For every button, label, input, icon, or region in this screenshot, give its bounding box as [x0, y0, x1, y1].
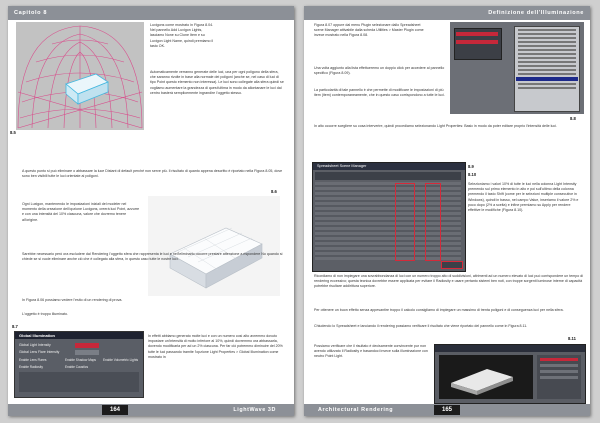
paragraph: A questo punto si può eliminare o abbassare la luce Distant di default perché non serve più. Il risultato di quanto appena descritto è riportato nella Figura 8.05, dove sono ben visibili tutte le luci orientate ai poligoni.	[22, 169, 283, 179]
paragraph: Una volta aggiunto alla lista effettueremo un doppio click per accedere al pannello specifico (Figura 8.09).	[314, 66, 445, 76]
spreadsheet-scene-manager	[312, 162, 466, 272]
dialog-row[interactable]: Global Lens Flare Intensity	[19, 350, 139, 355]
menu-item-highlight[interactable]	[456, 40, 498, 44]
render-options-panel	[537, 355, 581, 399]
render-window	[434, 344, 586, 404]
figure-label: 8.7	[12, 324, 18, 329]
left-page-header: Capitolo 8	[8, 6, 294, 20]
dialog-settings-area	[19, 372, 139, 392]
right-page	[304, 6, 590, 416]
value-column[interactable]	[425, 183, 441, 261]
paragraph: In effetti abbiamo generato molte luci e con un numero così alto avremmo dovuto impostare un'intensità di molto inferiore al 10%, quindi dovremmo ora abbassarla, dovendo modificarla per ad un 2% ciascuna. Per far ciò potremmo diminuire del 20% tutte le luci passando tramite l'opzione Light Properties > Global Illumination come mostrato in	[148, 334, 283, 359]
left-page	[8, 6, 294, 416]
paragraph: Chiudendo lo Spreadsheet e lanciando il rendering possiamo verificare il risultato che viene riportato del pannello come in Figura 8.11.	[314, 324, 528, 328]
figure-label: 8.8	[570, 116, 576, 121]
wireframe-sphere-render	[16, 22, 144, 130]
spreadsheet-toolbar	[315, 172, 461, 180]
paragraph: Luxigons come mostrato in Figura 8.04. Nel pannello Add Luxigon Lights, lasciamo None su Clone Item e su Luxigon Light Name, quindi premiamo il tasto OK.	[150, 23, 214, 48]
right-page-header: Definizione dell'Illuminazione	[304, 6, 590, 20]
dialog-checkbox[interactable]: Enable Lens Flares	[19, 358, 47, 362]
dialog-title-bar: Global Illumination	[15, 332, 143, 339]
render-display	[439, 355, 533, 399]
dialog-checkbox[interactable]: Enable Caustics	[65, 365, 89, 369]
dialog-checkbox[interactable]: Enable Shadow Maps	[65, 358, 97, 362]
paragraph: Automaticamente verranno generate delle luci, una per ogni poligono della sfera, che saranno rivolte in base alla normale dei poligoni (anche se, nel caso di luci di tipo Point questo elemento non interessa). Le luci sono collegate alla sfera quindi se vogliamo aumentare la grandezza di quest'ultima in modo da allontanare le luci dal centro basterà semplicemente ingrandire l'oggetto stesso.	[150, 70, 284, 95]
page-number: 165	[434, 405, 460, 415]
dialog-row[interactable]: Global Light Intensity	[19, 343, 139, 348]
figure-render-test	[148, 196, 280, 296]
figure-label: 8.11	[568, 336, 576, 341]
paragraph: Per ottenere un buon effetto senza appesantire troppo il calcolo consigliamo di impiegare un massimo di trenta poligoni e di conseguenza luci per nella sfera.	[314, 308, 564, 312]
plugin-menu-screenshot	[450, 22, 584, 114]
apply-field[interactable]	[441, 261, 463, 269]
paragraph: Sarebbe necessario però ora escludere dal Rendering l'oggetto sfera che rappresenta le luci e nell'eliminarlo occorre prestare attenzione a rispondere No quando si chiede se si vuole eliminare anche ciò che è collegato alla sfera, in questo caso tutte le nostre luci.	[22, 252, 283, 262]
paragraph: L'oggetto è troppo illuminato.	[22, 312, 69, 316]
figure-label: 8.9	[468, 164, 474, 169]
paragraph: La particolarità di tale pannello è che permette di modificare le impostazioni di più item (item) contemporaneamente, che in questo caso corrispondono a tutte le luci.	[314, 88, 445, 98]
dialog-checkbox[interactable]: Enable Volumetric Lights	[103, 358, 139, 362]
paragraph: In Figura 8.06 possiamo vedere l'esito di un rendering di prova.	[22, 298, 123, 302]
paragraph: Selezioniamo i valori 10% di tutte le luci nella colonna Light Intensity premendo sul primo elemento in alto e poi sull'ultimo della colonna premendo il tasto Shift (come per le selezioni multiple consecutive in Windows), quindi in basso, nel campo Value, inseriamo il valore 2% e poco dopo (2% a scelta) e infine premiamo su Apply per rendere effettive le modifiche (Figura 8.10).	[468, 182, 579, 213]
page-number: 164	[102, 405, 128, 415]
figure-label: 8.5	[10, 130, 16, 135]
global-illumination-dialog	[14, 331, 144, 398]
left-page-footer: LightWave 3D	[8, 404, 294, 416]
light-intensity-column[interactable]	[395, 183, 415, 261]
render-toolbar	[435, 345, 585, 352]
plugin-list	[514, 26, 580, 112]
selected-plugin[interactable]	[516, 77, 578, 81]
figure-label: 8.10	[468, 172, 477, 177]
figure-luxigon-sphere	[16, 22, 144, 130]
paragraph: In alto occorre scegliere su cosa interverire, quindi procediamo selezionando Light Properties: Basic in modo da poter editare proprio l'intensità delle luci.	[314, 124, 557, 128]
dialog-checkbox[interactable]: Enable Radiosity	[19, 365, 43, 369]
paragraph: Figura 8.07 oppure dal menu Plugin selezionare dallo Spreadsheet scene Manager attivabile dalla scheda Utilities > Master Plugin come invece mostrato nella Figura 8.08.	[314, 23, 424, 38]
render-preview	[439, 355, 533, 399]
paragraph: Ricordiamo di non impiegare una sovrabbondanza di luci con un numero troppo alto di suddivisioni, altrimenti ad un numero elevato di luci può corrispondere un tempo di rendering eccessivo; questa tecnica dovrebbe essere applicata per evitare il Radiosity e usare pertanto sistemi ben noti, con troppe sorgenti luminose interne di capacità potrebbe risultare addirittura superiore.	[314, 274, 584, 289]
paragraph: Ogni Luxigon, mantenendo le impostazioni iniziali del modeler nel momento della creazione dell'opzione Luxigons, creerà luci Point, azzurre e con una intensità del 10% ciascuna, valore che dovremo tenere all'origine.	[22, 202, 140, 222]
paragraph: Possiamo verificare che il risultato è decisamente convincente pur non avendo utilizzato il Radiosity e basandoci invece sulla illuminazione con neutro Point Light.	[314, 344, 428, 359]
render-preview	[148, 196, 280, 296]
right-page-footer: Architectural Rendering	[304, 404, 590, 416]
menu-item-highlight[interactable]	[456, 32, 498, 36]
window-title-bar: Spreadsheet Scene Manager	[313, 163, 465, 170]
figure-label: 8.6	[271, 189, 277, 194]
